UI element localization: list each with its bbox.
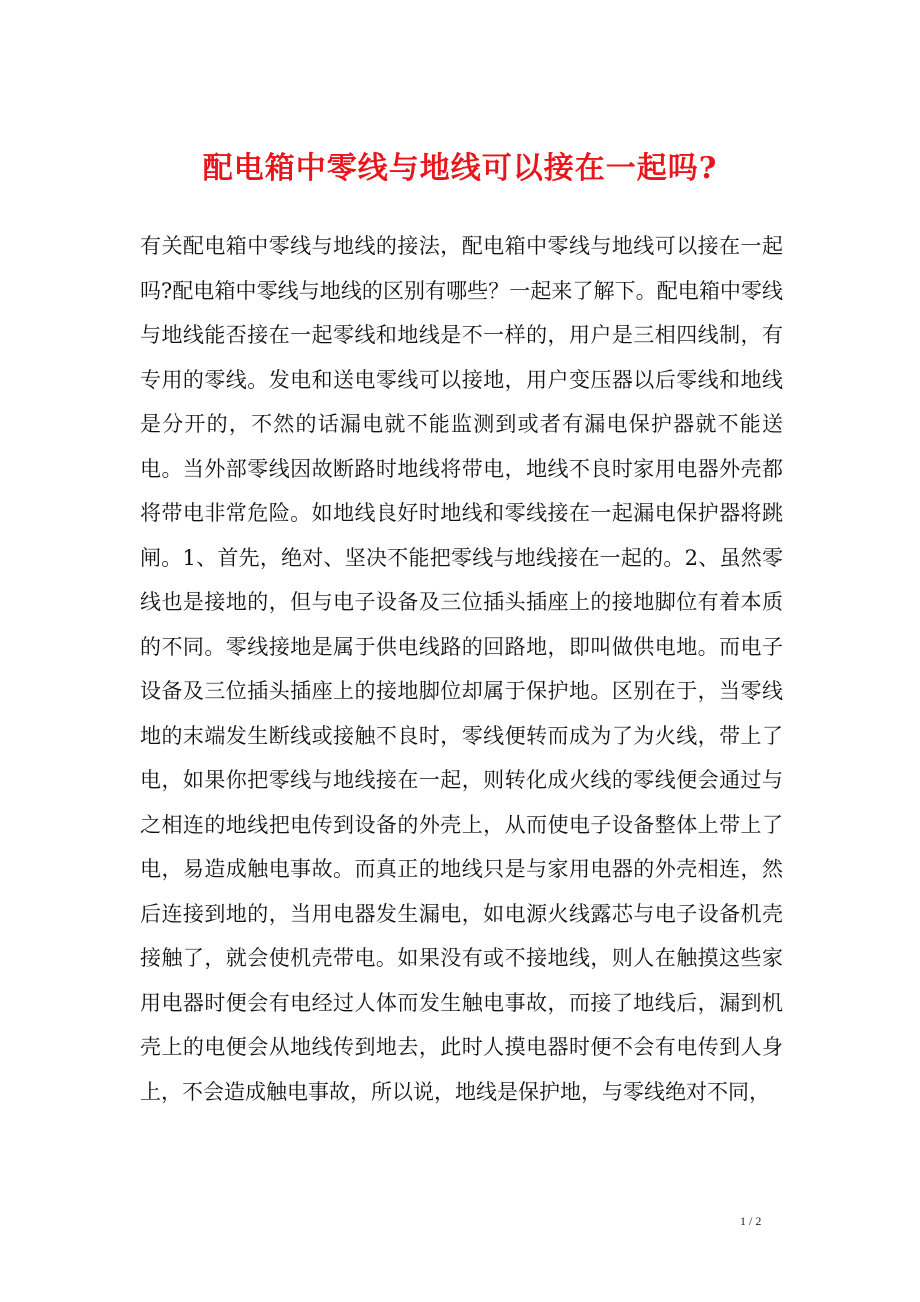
page-title: 配电箱中零线与地线可以接在一起吗? (202, 151, 718, 186)
body-paragraph: 有关配电箱中零线与地线的接法，配电箱中零线与地线可以接在一起吗?配电箱中零线与地线的区别有哪些？一起来了解下。配电箱中零线与地线能否接在一起零线和地线是不一样的，用户是三相四线制，有专用的零线。发电和送电零线可以接地，用户变压器以后零线和地线是分开的，不然的话漏电就不能监测到或者有漏电保护器就不能送电。当外部零线因故断路时地线将带电，地线不良时家用电器外壳都将带电非常危险。如地线良好时地线和零线接在一起漏电保护器将跳闸。1、首先，绝对、坚决不能把零线与地线接在一起的。2、虽然零线也是接地的，但与电子设备及三位插头插座上的接地脚位有着本质的不同。零线接地是属于供电线路的回路地，即叫做供电地。而电子设备及三位插头插座上的接地脚位却属于保护地。区别在于，当零线地的末端发生断线或接触不良时，零线便转而成为了为火线，带上了电，如果你把零线与地线接在一起，则转化成火线的零线便会通过与之相连的地线把电传到设备的外壳上，从而使电子设备整体上带上了电，易造成触电事故。而真正的地线只是与家用电器的外壳相连，然后连接到地的，当用电器发生漏电，如电源火线露芯与电子设备机壳接触了，就会使机壳带电。如果没有或不接地线，则人在触摸这些家用电器时便会有电经过人体而发生触电事故，而接了地线后，漏到机壳上的电便会从地线传到地去，此时人摸电器时便不会有电传到人身上，不会造成触电事故，所以说，地线是保护地，与零线绝对不同， (140, 234, 783, 1104)
page-number: 1 / 2 (740, 1214, 762, 1228)
